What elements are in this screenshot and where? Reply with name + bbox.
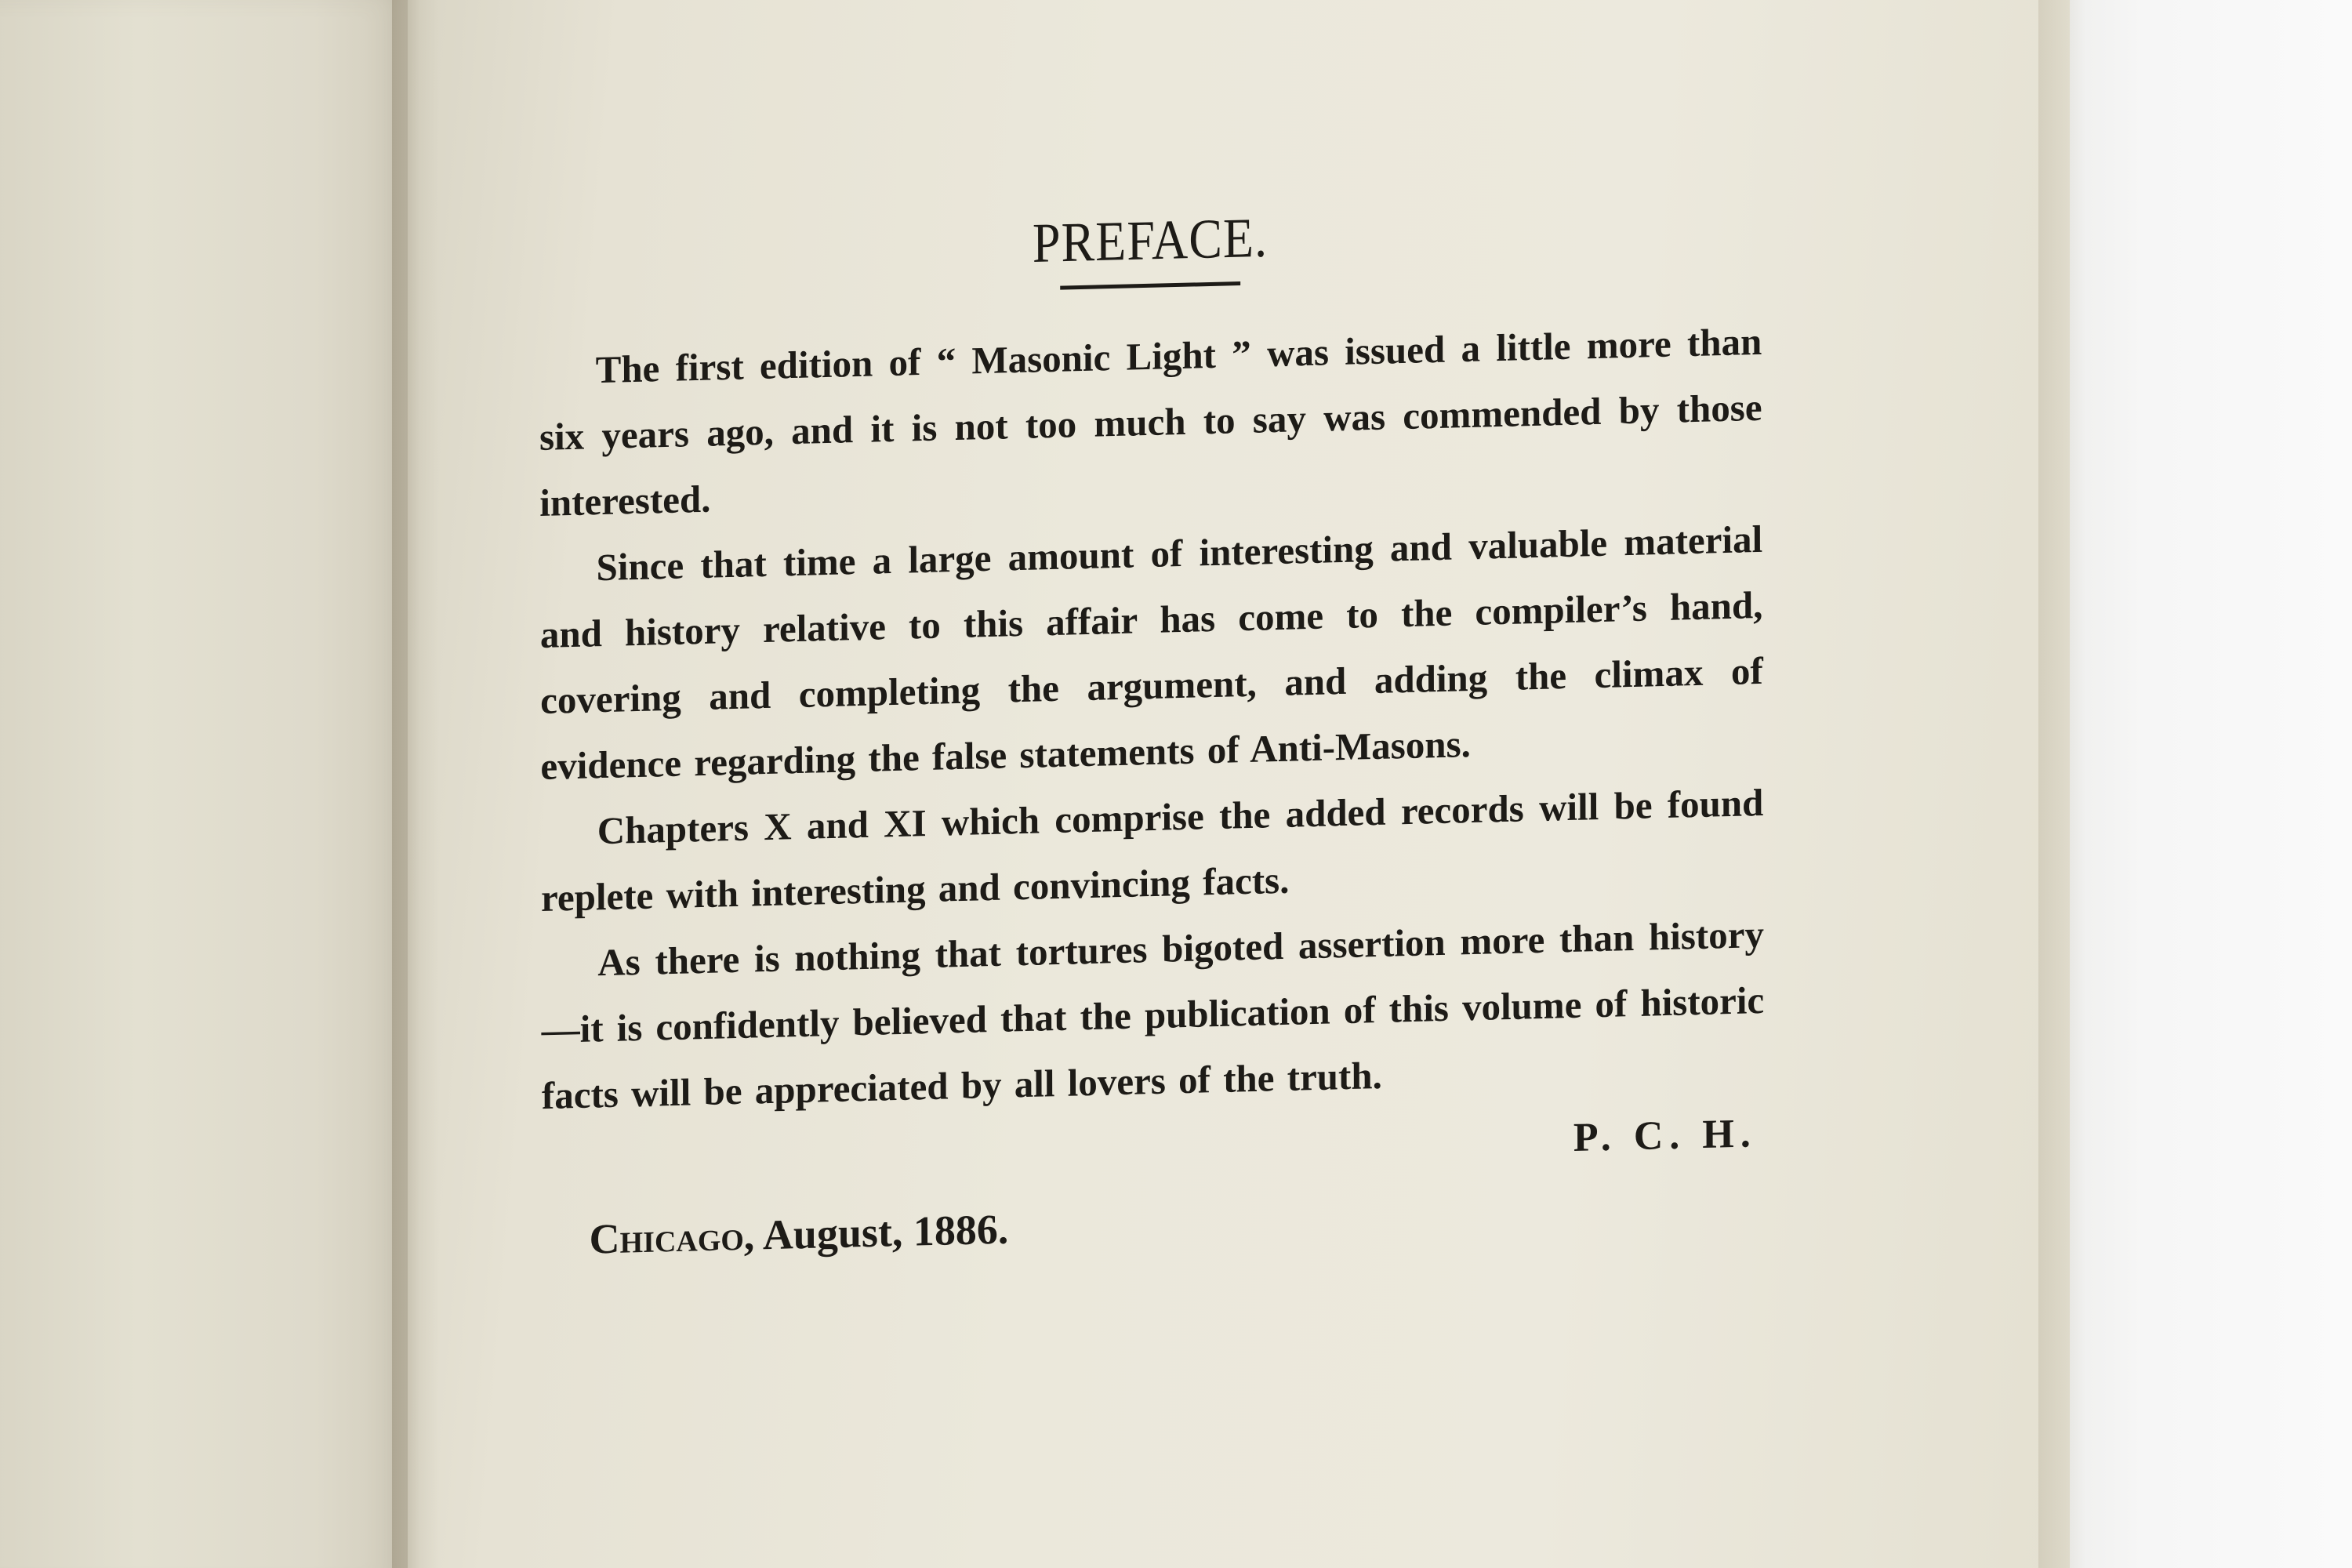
book-gutter	[392, 0, 439, 1568]
table-surface	[2054, 0, 2352, 1568]
page-title: PREFACE.	[1032, 205, 1269, 274]
date-text: , August, 1886.	[743, 1205, 1009, 1259]
preface-text-block	[539, 197, 1765, 1265]
paragraph-4: As there is nothing that tortures bigoted assertion more than history—it is confidently believed that the publication of this volume of historic facts will be appreciated by all lovers of the truth.	[541, 912, 1765, 1118]
page-edge	[2038, 0, 2085, 1568]
paragraph-1: The first edition of “ Masonic Light ” was issued a little more than six years ago, and it is not too much to say was commended by those interested.	[539, 319, 1762, 524]
paragraph-2: Since that time a large amount of interesting and valuable material and history relative to this affair has come to the compiler’s hand, covering and completing the argument, and adding the climax of evidence regarding the false statements of Anti-Masons.	[539, 517, 1763, 789]
place-name: Chicago	[589, 1211, 744, 1263]
title-rule	[1060, 281, 1240, 290]
paragraph-3: Chapters X and XI which comprise the added records will be found replete with interesting and convincing facts.	[540, 780, 1764, 920]
left-page	[0, 0, 423, 1568]
signature-initials: P. C. H.	[1573, 1111, 1757, 1160]
